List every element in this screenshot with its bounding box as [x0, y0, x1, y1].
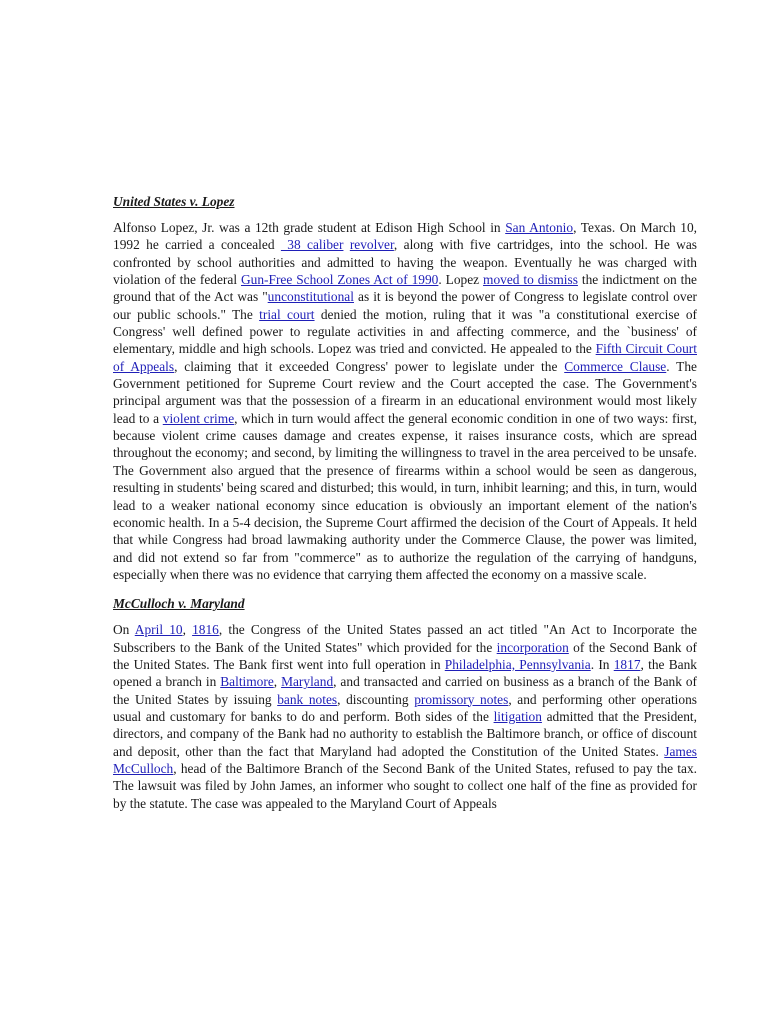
- inline-link[interactable]: unconstitutional: [267, 289, 354, 305]
- document-page: [113, 193, 701, 812]
- paragraph-text: , the Bank opened a branch in: [113, 656, 701, 690]
- inline-link[interactable]: Commerce Clause: [564, 358, 667, 374]
- paragraph-text: On: [113, 622, 135, 638]
- inline-link[interactable]: Fifth Circuit Court of Appeals: [113, 341, 697, 374]
- paragraph-text: admitted that the President, directors, and company of the Bank had no authority to establish the Baltimore branch, or office of discount and deposit, other than the fact that Maryland had adopted the Constitution of the United States.: [113, 708, 701, 759]
- inline-link[interactable]: trial court: [259, 306, 315, 322]
- section-paragraph: [113, 219, 701, 583]
- inline-link[interactable]: Philadelphia, Pennsylvania: [444, 656, 591, 672]
- inline-link[interactable]: 1817: [613, 656, 641, 672]
- paragraph-text: Alfonso Lopez, Jr. was a 12th grade student at Edison High School in: [113, 220, 506, 235]
- paragraph-text: , Texas. On March 10, 1992 he carried a concealed: [113, 220, 701, 253]
- inline-link[interactable]: incorporation: [496, 639, 569, 655]
- inline-link[interactable]: violent crime: [162, 410, 235, 426]
- section-lopez: [113, 193, 701, 583]
- paragraph-text: , claiming that it exceeded Congress' power to legislate under the: [174, 358, 565, 374]
- inline-link[interactable]: 38 caliber: [280, 237, 344, 253]
- paragraph-text: denied the motion, ruling that it was "a constitutional exercise of Congress' well defined power to regulate activities in and affecting commerce, and the `business' of elementary, middle and high schools. Lopez was tried and convicted. He appealed to the: [113, 306, 701, 357]
- paragraph-text: ,: [182, 622, 193, 638]
- paragraph-text: , discounting: [337, 691, 415, 707]
- paragraph-text: , along with five cartridges, into the school. He was confronted by school authorities and admitted to having the weapon. Eventually he was charged with violation of the federal: [113, 237, 701, 288]
- paragraph-text: , and performing other operations usual and customary for banks to do and perform. Both sides of the: [113, 691, 701, 724]
- section-mcculloch: [113, 595, 701, 812]
- paragraph-text: as it is beyond the power of Congress to legislate control over our public schools." The: [113, 289, 701, 322]
- paragraph-text: of the Second Bank of the United States. The Bank first went into full operation in: [113, 639, 701, 672]
- inline-link[interactable]: Gun-Free School Zones Act of 1990: [240, 272, 439, 288]
- inline-link[interactable]: Baltimore: [220, 674, 274, 690]
- paragraph-text: . In: [590, 656, 614, 672]
- paragraph-text: , head of the Baltimore Branch of the Second Bank of the United States, refused to pay the tax. The lawsuit was filed by John James, an informer who sought to collect one half of the fine as provided for by the statute. The case was appealed to the Maryland Court of Appeals: [113, 760, 701, 811]
- paragraph-text: , which in turn would affect the general economic condition in one of two ways: first, because violent crime causes damage and creates expense, it raises insurance costs, which are spread throughout the economy; and second, by limiting the willingness to travel in the area perceived to be unsafe. The Government also argued that the presence of firearms within a school would be seen as dangerous, resulting in students' being scared and disturbed; this would, in turn, inhibit learning; and this, in turn, would lead to a weaker national economy since education is obviously an important element of the nation's economic health. In a 5-4 decision, the Supreme Court affirmed the decision of the Court of Appeals. It held that while Congress had broad lawmaking authority under the Commerce Clause, the power was limited, and did not extend so far from "commerce" as to authorize the regulation of the carrying of handguns, especially when there was no evidence that carrying them affected the economy on a massive scale.: [113, 410, 701, 582]
- inline-link[interactable]: moved to dismiss: [483, 272, 578, 288]
- inline-link[interactable]: James McCulloch: [113, 743, 697, 776]
- inline-link[interactable]: 1816: [192, 622, 219, 638]
- paragraph-text: . The Government petitioned for Supreme Court review and the Court accepted the case. The Government's principal argument was that the possession of a firearm in an educational environment would most likely lead to a: [113, 358, 701, 426]
- inline-link[interactable]: bank notes: [277, 691, 338, 707]
- paragraph-text: . Lopez: [438, 272, 484, 288]
- paragraph-text: ,: [273, 674, 282, 690]
- section-heading: United States v. Lopez: [113, 194, 235, 209]
- inline-link[interactable]: April 10: [134, 622, 183, 638]
- paragraph-text: , and transacted and carried on business as a branch of the Bank of the United States by issuing: [113, 674, 701, 707]
- paragraph-text: , the Congress of the United States passed an act titled "An Act to Incorporate the Subscribers to the Bank of the United States" which provided for the: [113, 622, 701, 655]
- inline-link[interactable]: revolver: [349, 237, 394, 253]
- inline-link[interactable]: promissory notes: [414, 691, 509, 707]
- section-heading: McCulloch v. Maryland: [113, 596, 245, 612]
- section-paragraph: [113, 621, 701, 812]
- paragraph-text: the indictment on the ground that of the Act was ": [113, 272, 701, 305]
- inline-link[interactable]: litigation: [493, 708, 542, 724]
- inline-link[interactable]: Maryland: [281, 674, 334, 690]
- inline-link[interactable]: San Antonio: [505, 220, 574, 235]
